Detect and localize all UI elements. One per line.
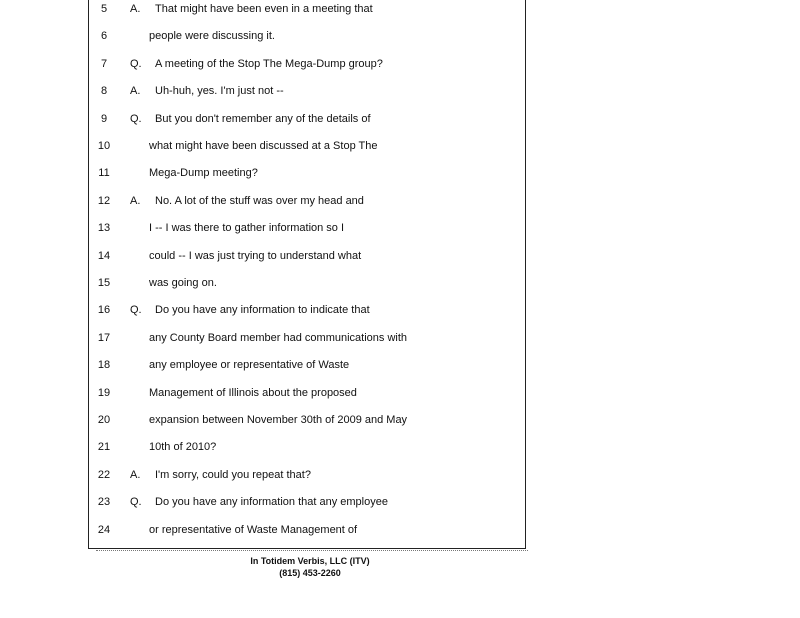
- line-text: could -- I was just trying to understand what: [149, 249, 362, 262]
- line-number: 14: [97, 249, 111, 262]
- footer-phone: (815) 453-2260: [279, 568, 341, 578]
- transcript-line: [0, 111, 800, 127]
- transcript-line: [0, 357, 800, 373]
- line-number: 18: [97, 359, 111, 372]
- speaker-label: Q.: [130, 112, 142, 125]
- transcript-line: [0, 220, 800, 236]
- transcript-line: [0, 83, 800, 99]
- line-text: any employee or representative of Waste: [149, 359, 350, 372]
- line-text: That might have been even in a meeting that: [155, 3, 373, 15]
- speaker-label: A.: [130, 85, 141, 98]
- line-text: people were discussing it.: [149, 30, 275, 43]
- line-text: Do you have any information that any employee: [155, 496, 388, 509]
- footer-company: In Totidem Verbis, LLC (ITV): [250, 556, 370, 566]
- transcript-line: [0, 1, 800, 17]
- transcript-line: [0, 248, 800, 264]
- line-text: 10th of 2010?: [149, 441, 217, 454]
- transcript-line: [0, 494, 800, 510]
- line-text: No. A lot of the stuff was over my head and: [155, 194, 364, 207]
- line-number: 24: [97, 523, 111, 536]
- speaker-label: A.: [130, 468, 141, 481]
- transcript-line: [0, 439, 800, 455]
- line-text: Management of Illinois about the proposed: [149, 386, 357, 399]
- transcript-line: [0, 302, 800, 318]
- transcript-line: [0, 275, 800, 291]
- transcript-line: [0, 165, 800, 181]
- line-number: 16: [97, 304, 111, 317]
- line-number: 6: [100, 30, 108, 43]
- transcript-line: [0, 412, 800, 428]
- line-number: 7: [100, 57, 108, 70]
- line-number: 22: [97, 468, 111, 481]
- line-text: expansion between November 30th of 2009 and May: [149, 414, 408, 426]
- line-number: 10: [97, 140, 111, 152]
- line-number: 17: [97, 331, 111, 344]
- transcript-line: [0, 467, 800, 483]
- speaker-label: Q.: [130, 496, 142, 509]
- speaker-label: A.: [130, 3, 141, 15]
- line-number: 13: [97, 222, 111, 235]
- line-text: A meeting of the Stop The Mega-Dump group?: [155, 57, 383, 70]
- line-number: 23: [97, 496, 111, 509]
- line-number: 5: [100, 3, 108, 15]
- line-text: Do you have any information to indicate that: [155, 304, 370, 317]
- transcript-line: [0, 385, 800, 401]
- line-number: 9: [100, 112, 108, 125]
- transcript-line: [0, 330, 800, 346]
- line-text: Mega-Dump meeting?: [149, 167, 258, 180]
- transcript-line: [0, 193, 800, 209]
- speaker-label: A.: [130, 194, 141, 207]
- line-text: what might have been discussed at a Stop The: [149, 140, 378, 152]
- line-text: But you don't remember any of the details of: [155, 112, 371, 125]
- line-number: 11: [98, 167, 110, 180]
- transcript-line: [0, 138, 800, 154]
- line-number: 8: [100, 85, 108, 98]
- line-text: I'm sorry, could you repeat that?: [155, 468, 311, 481]
- line-number: 12: [97, 194, 111, 207]
- line-number: 19: [97, 386, 111, 399]
- transcript-line: [0, 28, 800, 44]
- speaker-label: Q.: [130, 304, 142, 317]
- transcript-line: [0, 56, 800, 72]
- line-text: I -- I was there to gather information so I: [149, 222, 345, 235]
- line-number: 20: [97, 414, 111, 426]
- speaker-label: Q.: [130, 57, 142, 70]
- line-text: any County Board member had communications with: [149, 331, 408, 344]
- line-text: or representative of Waste Management of: [149, 523, 358, 536]
- line-number: 15: [97, 277, 111, 289]
- line-text: was going on.: [149, 277, 217, 289]
- transcript-line: [0, 522, 800, 538]
- line-text: Uh-huh, yes. I'm just not --: [155, 85, 284, 98]
- line-number: 21: [97, 441, 111, 454]
- page-bottom-rule: [96, 550, 528, 551]
